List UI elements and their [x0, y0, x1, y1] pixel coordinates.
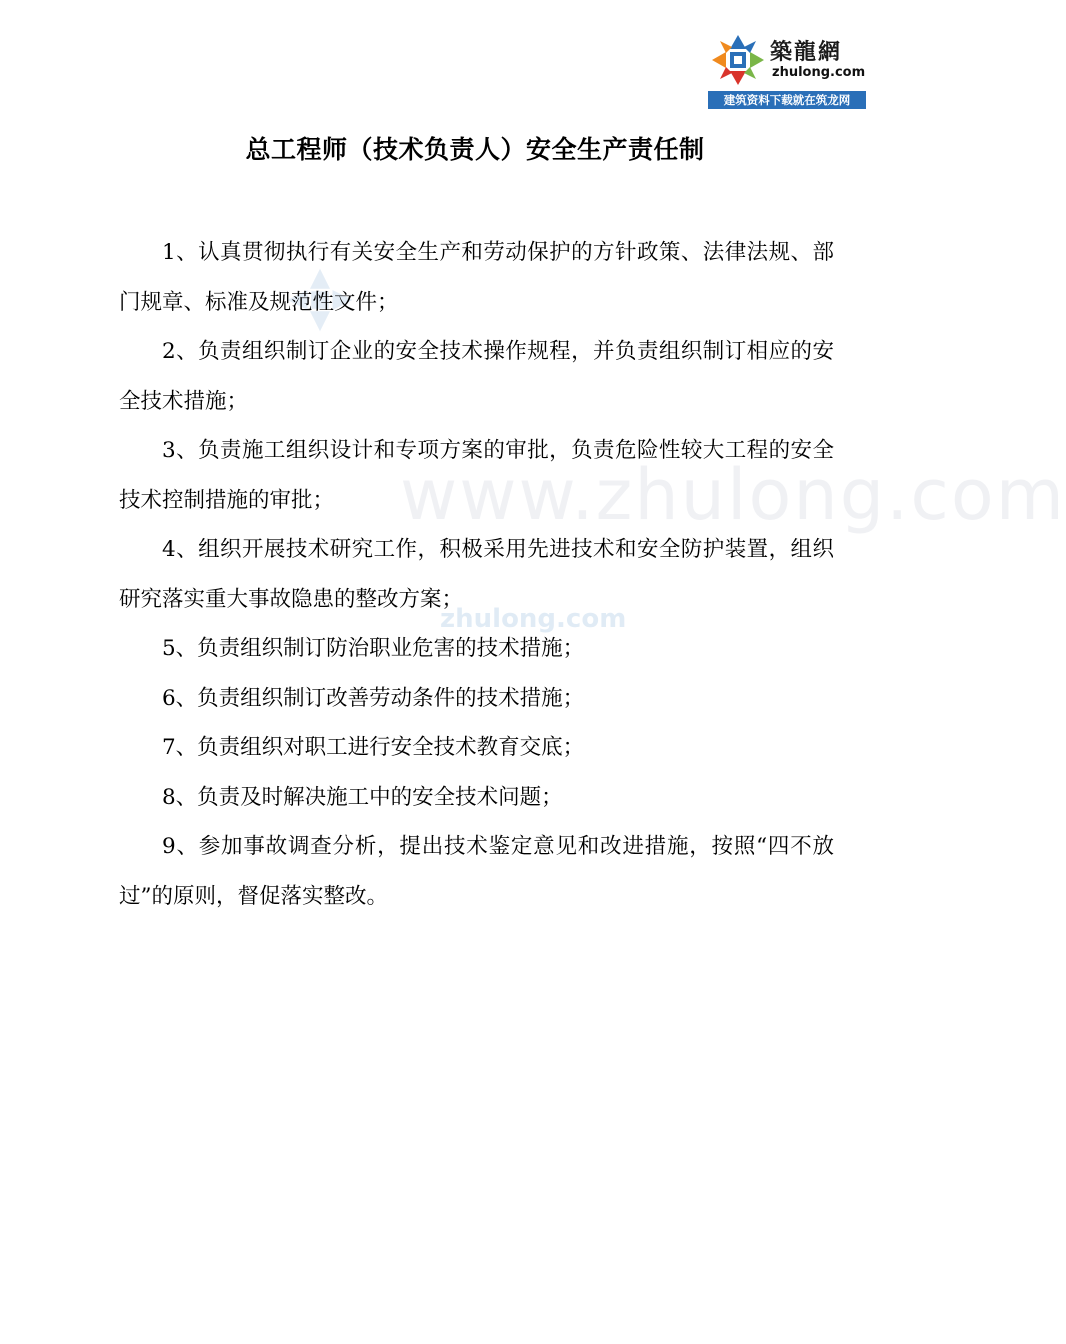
responsibility-item-5: 5、负责组织制订防治职业危害的技术措施； — [162, 636, 585, 661]
logo-tagline: 建筑资料下载就在筑龙网 — [708, 91, 866, 109]
zhulong-logo[interactable] — [708, 31, 866, 109]
watermark-url: www.zhulong.com — [400, 454, 1066, 536]
logo-chinese-name: 築龍網 — [770, 40, 843, 65]
responsibility-item-9: 9、参加事故调查分析，提出技术鉴定意见和改进措施，按照“四不放过”的原则，督促落实整改。 — [119, 834, 834, 909]
responsibility-item-6: 6、负责组织制订改善劳动条件的技术措施； — [162, 685, 585, 711]
zhulong-logo-icon — [710, 33, 766, 87]
logo-top — [708, 31, 866, 89]
document-body — [119, 228, 834, 921]
document-title: 总工程师（技术负责人）安全生产责任制 — [245, 135, 705, 164]
responsibility-item-2: 2、负责组织制订企业的安全技术操作规程，并负责组织制订相应的安全技术措施； — [119, 339, 834, 414]
responsibility-item-1: 1、认真贯彻执行有关安全生产和劳动保护的方针政策、法律法规、部门规章、标准及规范性文件； — [119, 240, 834, 315]
responsibility-item-4: 4、组织开展技术研究工作，积极采用先进技术和安全防护装置，组织研究落实重大事故隐患的整改方案； — [119, 537, 834, 612]
logo-domain: zhulong.com — [772, 65, 866, 80]
responsibility-item-7: 7、负责组织对职工进行安全技术教育交底； — [162, 735, 585, 760]
responsibility-item-3: 3、负责施工组织设计和专项方案的审批，负责危险性较大工程的安全技术控制措施的审批； — [119, 438, 834, 513]
watermark-small: zhulong.com — [440, 604, 627, 634]
responsibility-item-8: 8、负责及时解决施工中的安全技术问题； — [162, 784, 563, 810]
